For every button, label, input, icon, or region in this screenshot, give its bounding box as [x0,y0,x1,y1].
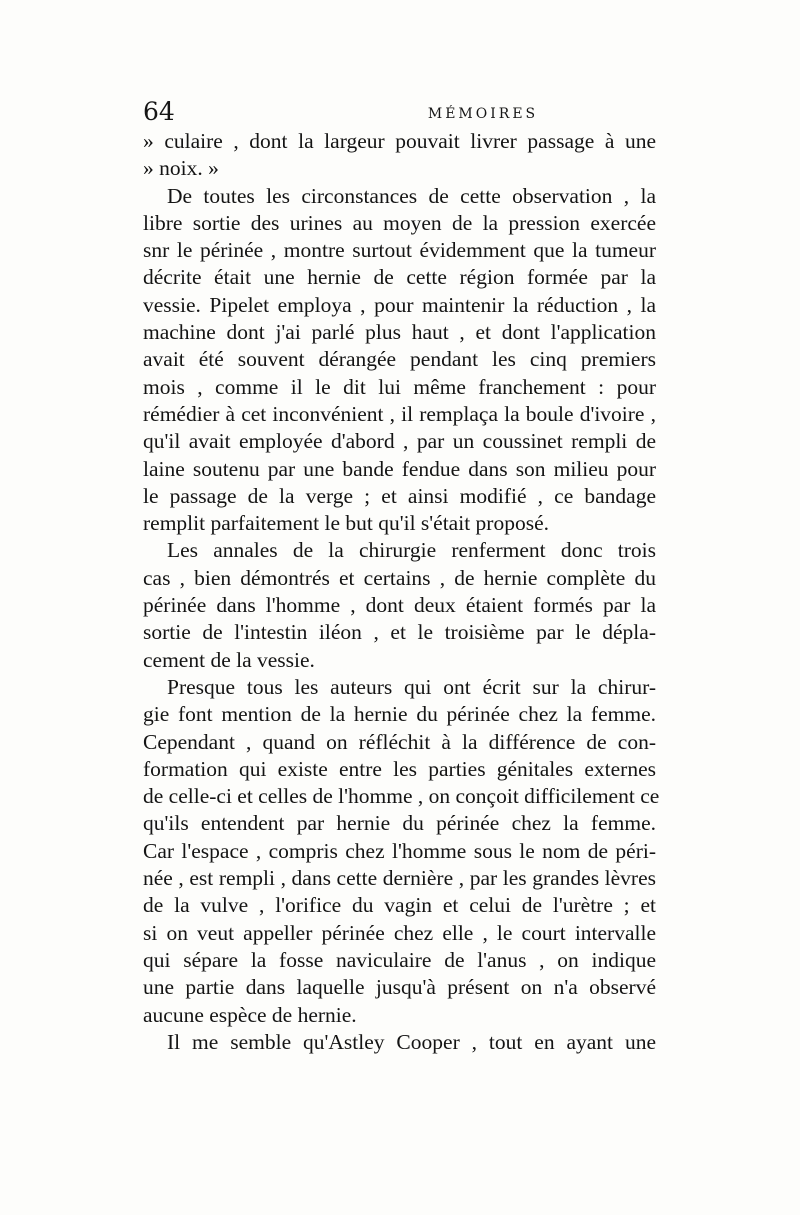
text-line: qu'il avait employée d'abord , par un coussinet rempli de [143,429,656,454]
text-line: née , est rempli , dans cette dernière , par les grandes lèvres [143,866,656,891]
page-number: 64 [143,97,175,126]
text-line: vessie. Pipelet employa , pour maintenir la réduction , la [143,292,656,317]
text-line: mois , comme il le dit lui même franchement : pour [143,374,656,399]
text-line: » culaire , dont la largeur pouvait livrer passage à une [143,129,656,153]
text-line: de celle-ci et celles de l'homme , on conçoit difficilement ce [143,784,660,809]
running-title: MÉMOIRES [427,106,539,122]
text-line: Il me semble qu'Astley Cooper , tout en ayant une [167,1029,656,1054]
text-line: laine soutenu par une bande fendue dans son milieu pour [143,456,656,481]
text-line: libre sortie des urines au moyen de la pression exercée [143,210,656,235]
text-line: une partie dans laquelle jusqu'à présent on n'a observé [143,975,656,1000]
text-line: » noix. » [143,156,219,181]
text-line: cas , bien démontrés et certains , de hernie complète du [143,565,656,590]
text-line: snr le périnée , montre surtout évidemment que la tumeur [143,238,656,263]
text-line: si on veut appeller périnée chez elle , le court intervalle [143,920,656,945]
text-line: Les annales de la chirurgie renferment donc trois [167,538,656,563]
page-header [143,97,656,131]
text-line: Presque tous les auteurs qui ont écrit sur la chirur- [167,674,656,699]
text-line: aucune espèce de hernie. [143,1002,357,1027]
text-line: le passage de la verge ; et ainsi modifié , ce bandage [143,483,656,508]
text-line: qu'ils entendent par hernie du périnée chez la femme. [143,811,656,836]
text-line: avait été souvent dérangée pendant les cinq premiers [143,347,656,372]
text-line: Cependant , quand on réfléchit à la différence de con- [143,729,656,754]
text-line: qui sépare la fosse naviculaire de l'anus , on indique [143,947,656,972]
text-line: décrite était une hernie de cette région formée par la [143,265,656,290]
text-line: gie font mention de la hernie du périnée chez la femme. [143,702,656,727]
text-line: remplit parfaitement le but qu'il s'était proposé. [143,511,549,536]
text-line: machine dont j'ai parlé plus haut , et dont l'application [143,320,656,345]
text-line: formation qui existe entre les parties génitales externes [143,756,656,781]
text-line: périnée dans l'homme , dont deux étaient formés par la [143,593,656,618]
text-line: de la vulve , l'orifice du vagin et celui de l'urètre ; et [143,893,656,918]
text-line: cement de la vessie. [143,647,315,672]
body-text [143,128,660,1056]
text-line: rémédier à cet inconvénient , il remplaça la boule d'ivoire , [143,401,656,426]
text-line: sortie de l'intestin iléon , et le troisième par le dépla- [143,620,656,645]
text-line: Car l'espace , compris chez l'homme sous le nom de péri- [143,838,656,863]
text-line: De toutes les circonstances de cette observation , la [167,183,656,208]
